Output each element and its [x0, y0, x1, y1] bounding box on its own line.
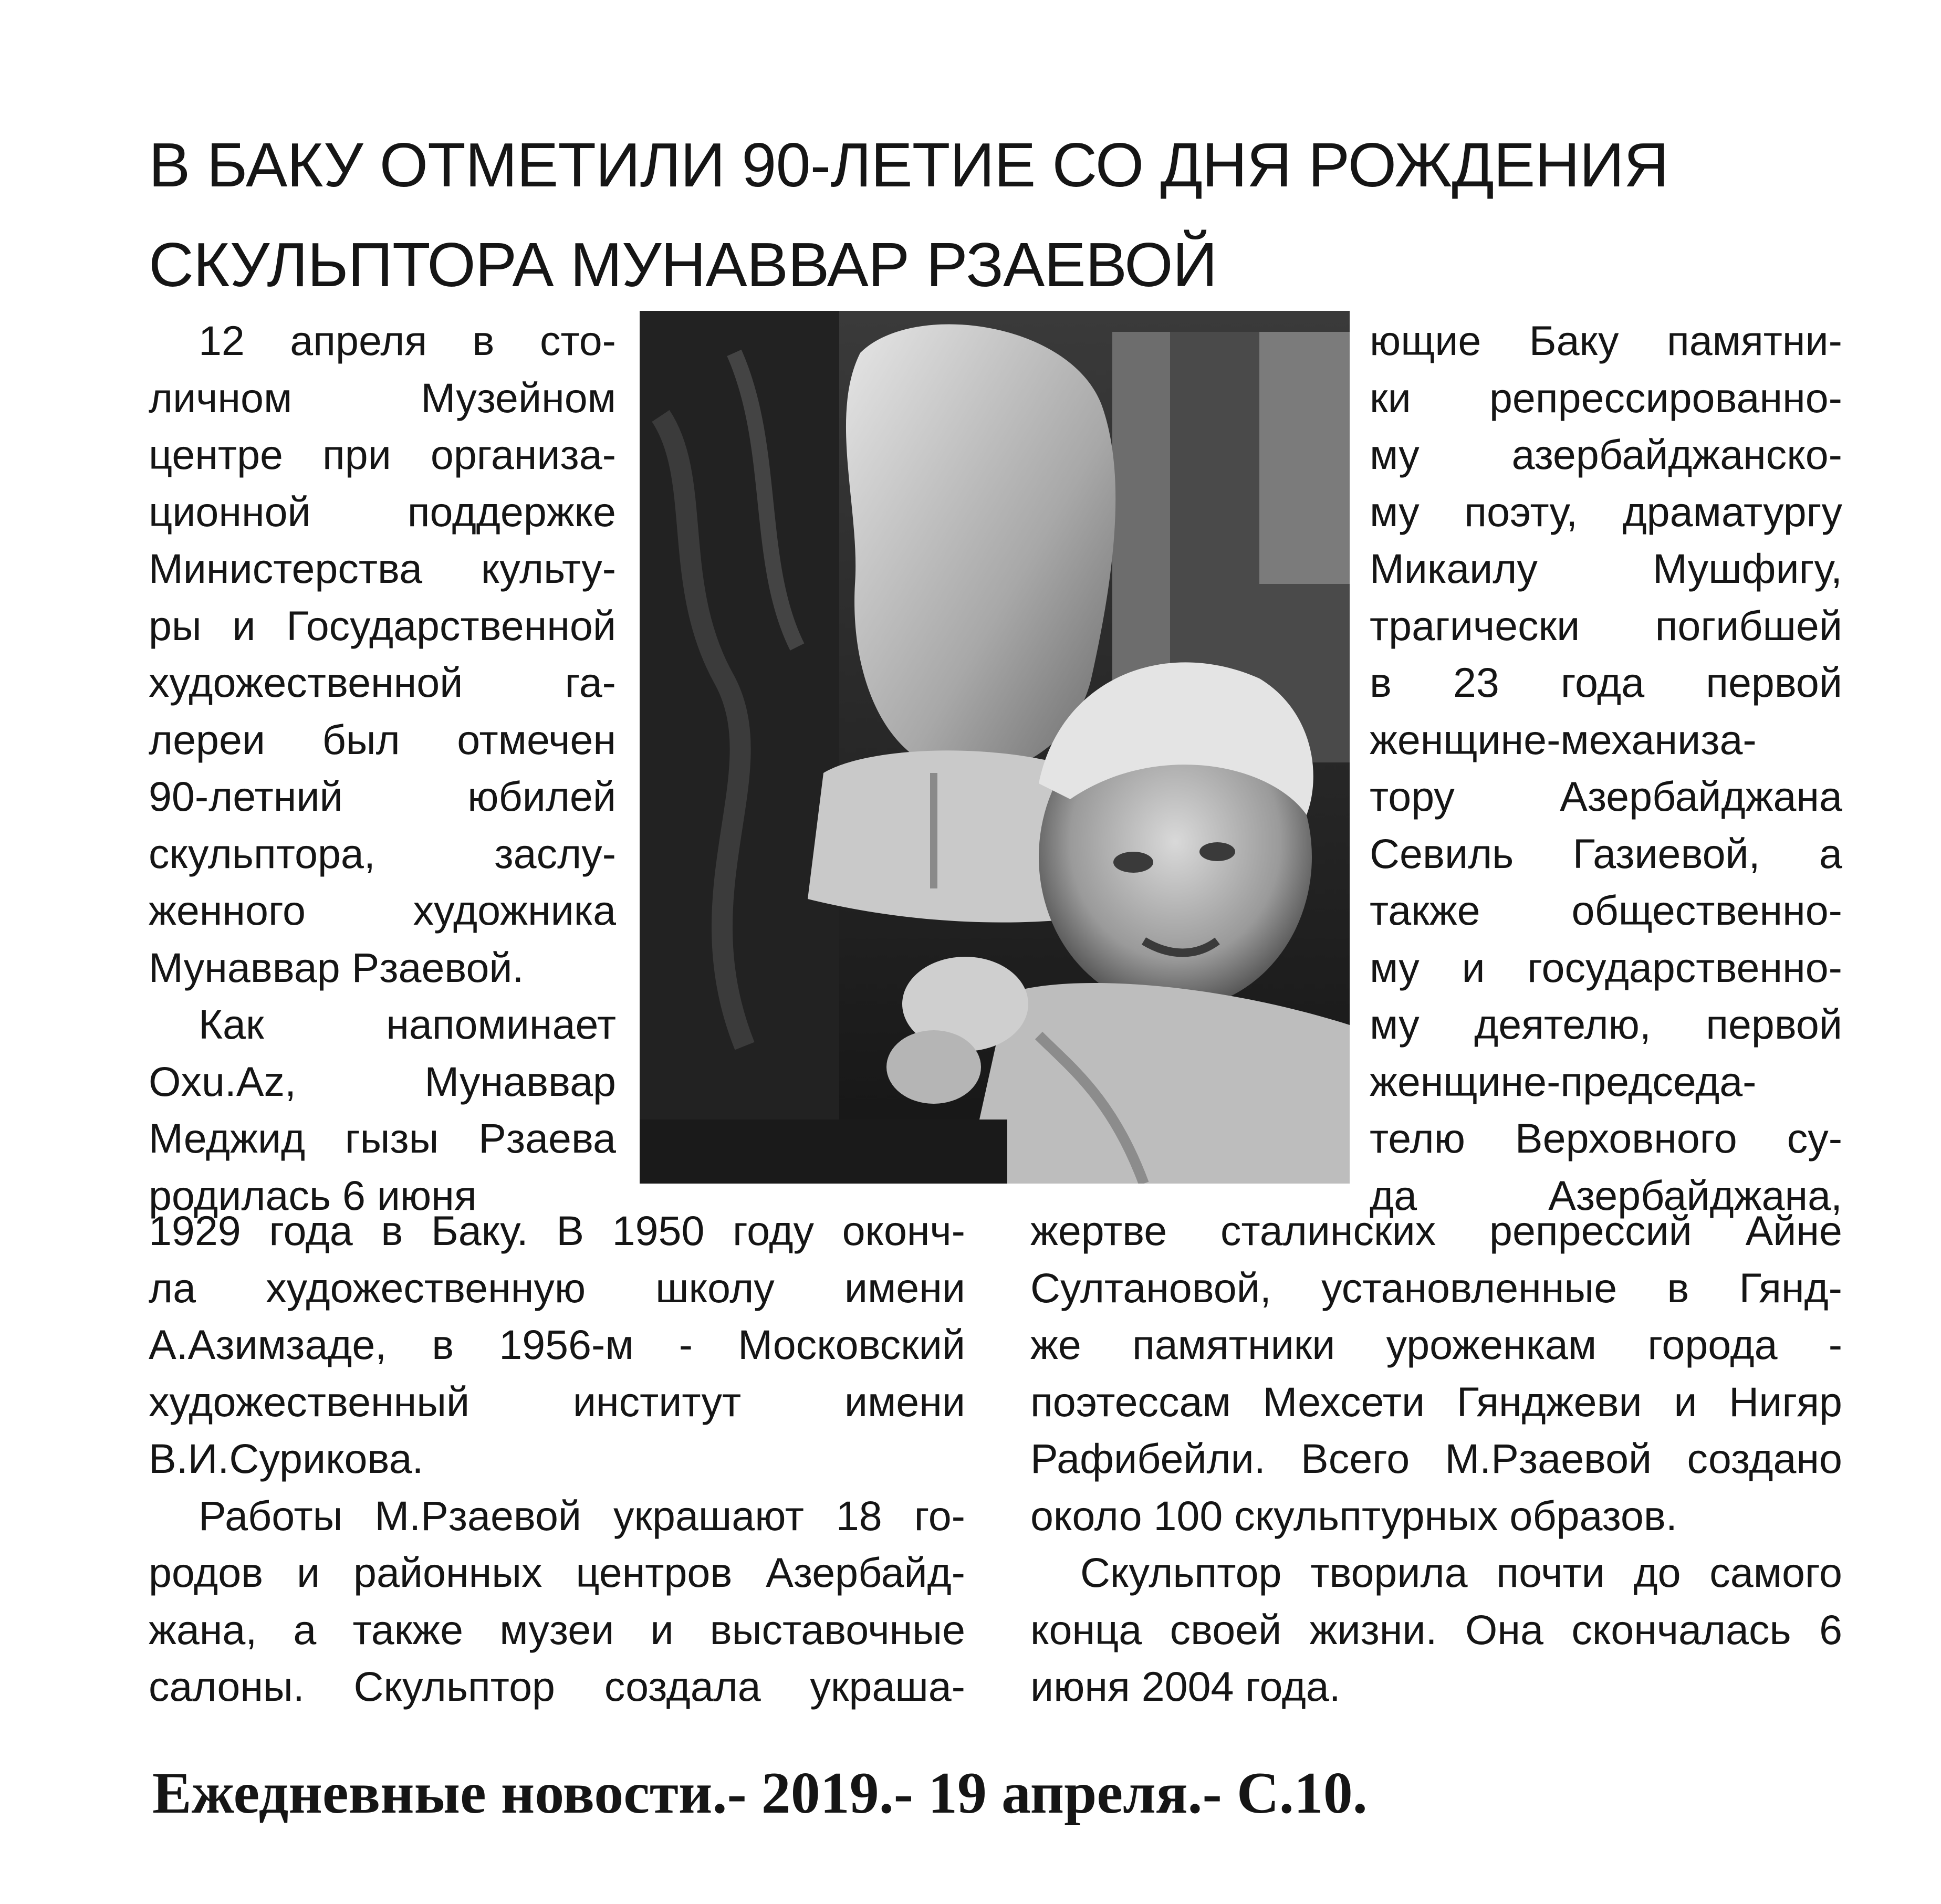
article-column-left-top [149, 312, 616, 1224]
article-line: ки репрессированно- [1370, 374, 1842, 421]
article-line: скульптора, заслу- [149, 830, 616, 877]
article-line: ла художественную школу имени [149, 1264, 965, 1311]
article-line: ющие Баку памятни- [1370, 317, 1842, 364]
article-line: июня 2004 года. [1030, 1663, 1341, 1710]
article-line: около 100 скульптурных образов. [1030, 1492, 1677, 1539]
article-title [149, 116, 1850, 315]
article-line: Меджид гызы Рзаева [149, 1115, 616, 1162]
article-line: родов и районных центров Азербайд- [149, 1549, 965, 1596]
article-line: Oxu.Az, Мунаввар [149, 1058, 616, 1105]
source-citation: Ежедневные новости.- 2019.- 19 апреля.- С.10. [152, 1761, 1368, 1826]
article-line: Рафибейли. Всего М.Рзаевой создано [1030, 1435, 1842, 1482]
article-line: тору Азербайджана [1370, 773, 1842, 820]
article-line: художественной га- [149, 659, 616, 706]
photo-image [640, 311, 1350, 1184]
article-line: также общественно- [1370, 887, 1842, 934]
article-column-left-bottom [149, 1202, 965, 1715]
article-line: му и государственно- [1370, 944, 1842, 991]
article-line: в 23 года первой [1370, 659, 1842, 706]
article-line: Микаилу Мушфигу, [1370, 545, 1842, 592]
article-line: женного художника [149, 887, 616, 934]
article-line: лереи был отмечен [149, 716, 616, 763]
article-line: телю Верховного су- [1370, 1115, 1842, 1162]
article-line: Скульптор творила почти до самого [1080, 1549, 1842, 1596]
article-line: женщине-механиза- [1370, 716, 1757, 763]
article-line: личном Музейном [149, 374, 616, 421]
article-line: Работы М.Рзаевой украшают 18 го- [199, 1492, 965, 1539]
article-line: 1929 года в Баку. В 1950 году оконч- [149, 1207, 965, 1254]
article-line: же памятники уроженкам города - [1030, 1321, 1842, 1368]
article-line: 90-летний юбилей [149, 773, 616, 820]
article-line: жертве сталинских репрессий Айне [1030, 1207, 1842, 1254]
article-line: ры и Государственной [149, 602, 616, 649]
article-title-line-2: СКУЛЬПТОРА МУНАВВАР РЗАЕВОЙ [149, 230, 1217, 300]
article-line: ционной поддержке [149, 488, 616, 535]
article-line: салоны. Скульптор создала украша- [149, 1663, 965, 1710]
article-line: Министерства культу- [149, 545, 616, 592]
article-line: 12 апреля в сто- [199, 317, 616, 364]
article-line: женщине-председа- [1370, 1058, 1757, 1105]
article-line: Мунаввар Рзаевой. [149, 944, 524, 991]
article-line: В.И.Сурикова. [149, 1435, 424, 1482]
sculptor-photo [640, 311, 1350, 1184]
article-line: му деятелю, первой [1370, 1001, 1842, 1048]
article-line: му поэту, драматургу [1370, 488, 1842, 535]
article-title-line-1: В БАКУ ОТМЕТИЛИ 90-ЛЕТИЕ СО ДНЯ РОЖДЕНИЯ [149, 130, 1668, 200]
article-line: жана, а также музеи и выставочные [149, 1606, 965, 1653]
article-line: поэтессам Мехсети Гянджеви и Нигяр [1030, 1378, 1842, 1425]
article-line: Севиль Газиевой, а [1370, 830, 1842, 877]
article-line: да Азербайджана, [1370, 1171, 1842, 1219]
article-line: му азербайджанско- [1370, 431, 1842, 478]
article-line: трагически погибшей [1370, 602, 1842, 649]
article-column-right-bottom [1030, 1202, 1842, 1715]
article-column-right-top [1370, 312, 1842, 1224]
article-line: Как напоминает [199, 1001, 616, 1048]
article-line: Султановой, установленные в Гянд- [1030, 1264, 1842, 1311]
article-line: А.Азимзаде, в 1956-м - Московский [149, 1321, 965, 1368]
article-line: центре при организа- [149, 431, 616, 478]
article-line: художественный институт имени [149, 1378, 965, 1425]
article-line: конца своей жизни. Она скончалась 6 [1030, 1606, 1842, 1653]
article-line: родилась 6 июня [149, 1171, 477, 1219]
